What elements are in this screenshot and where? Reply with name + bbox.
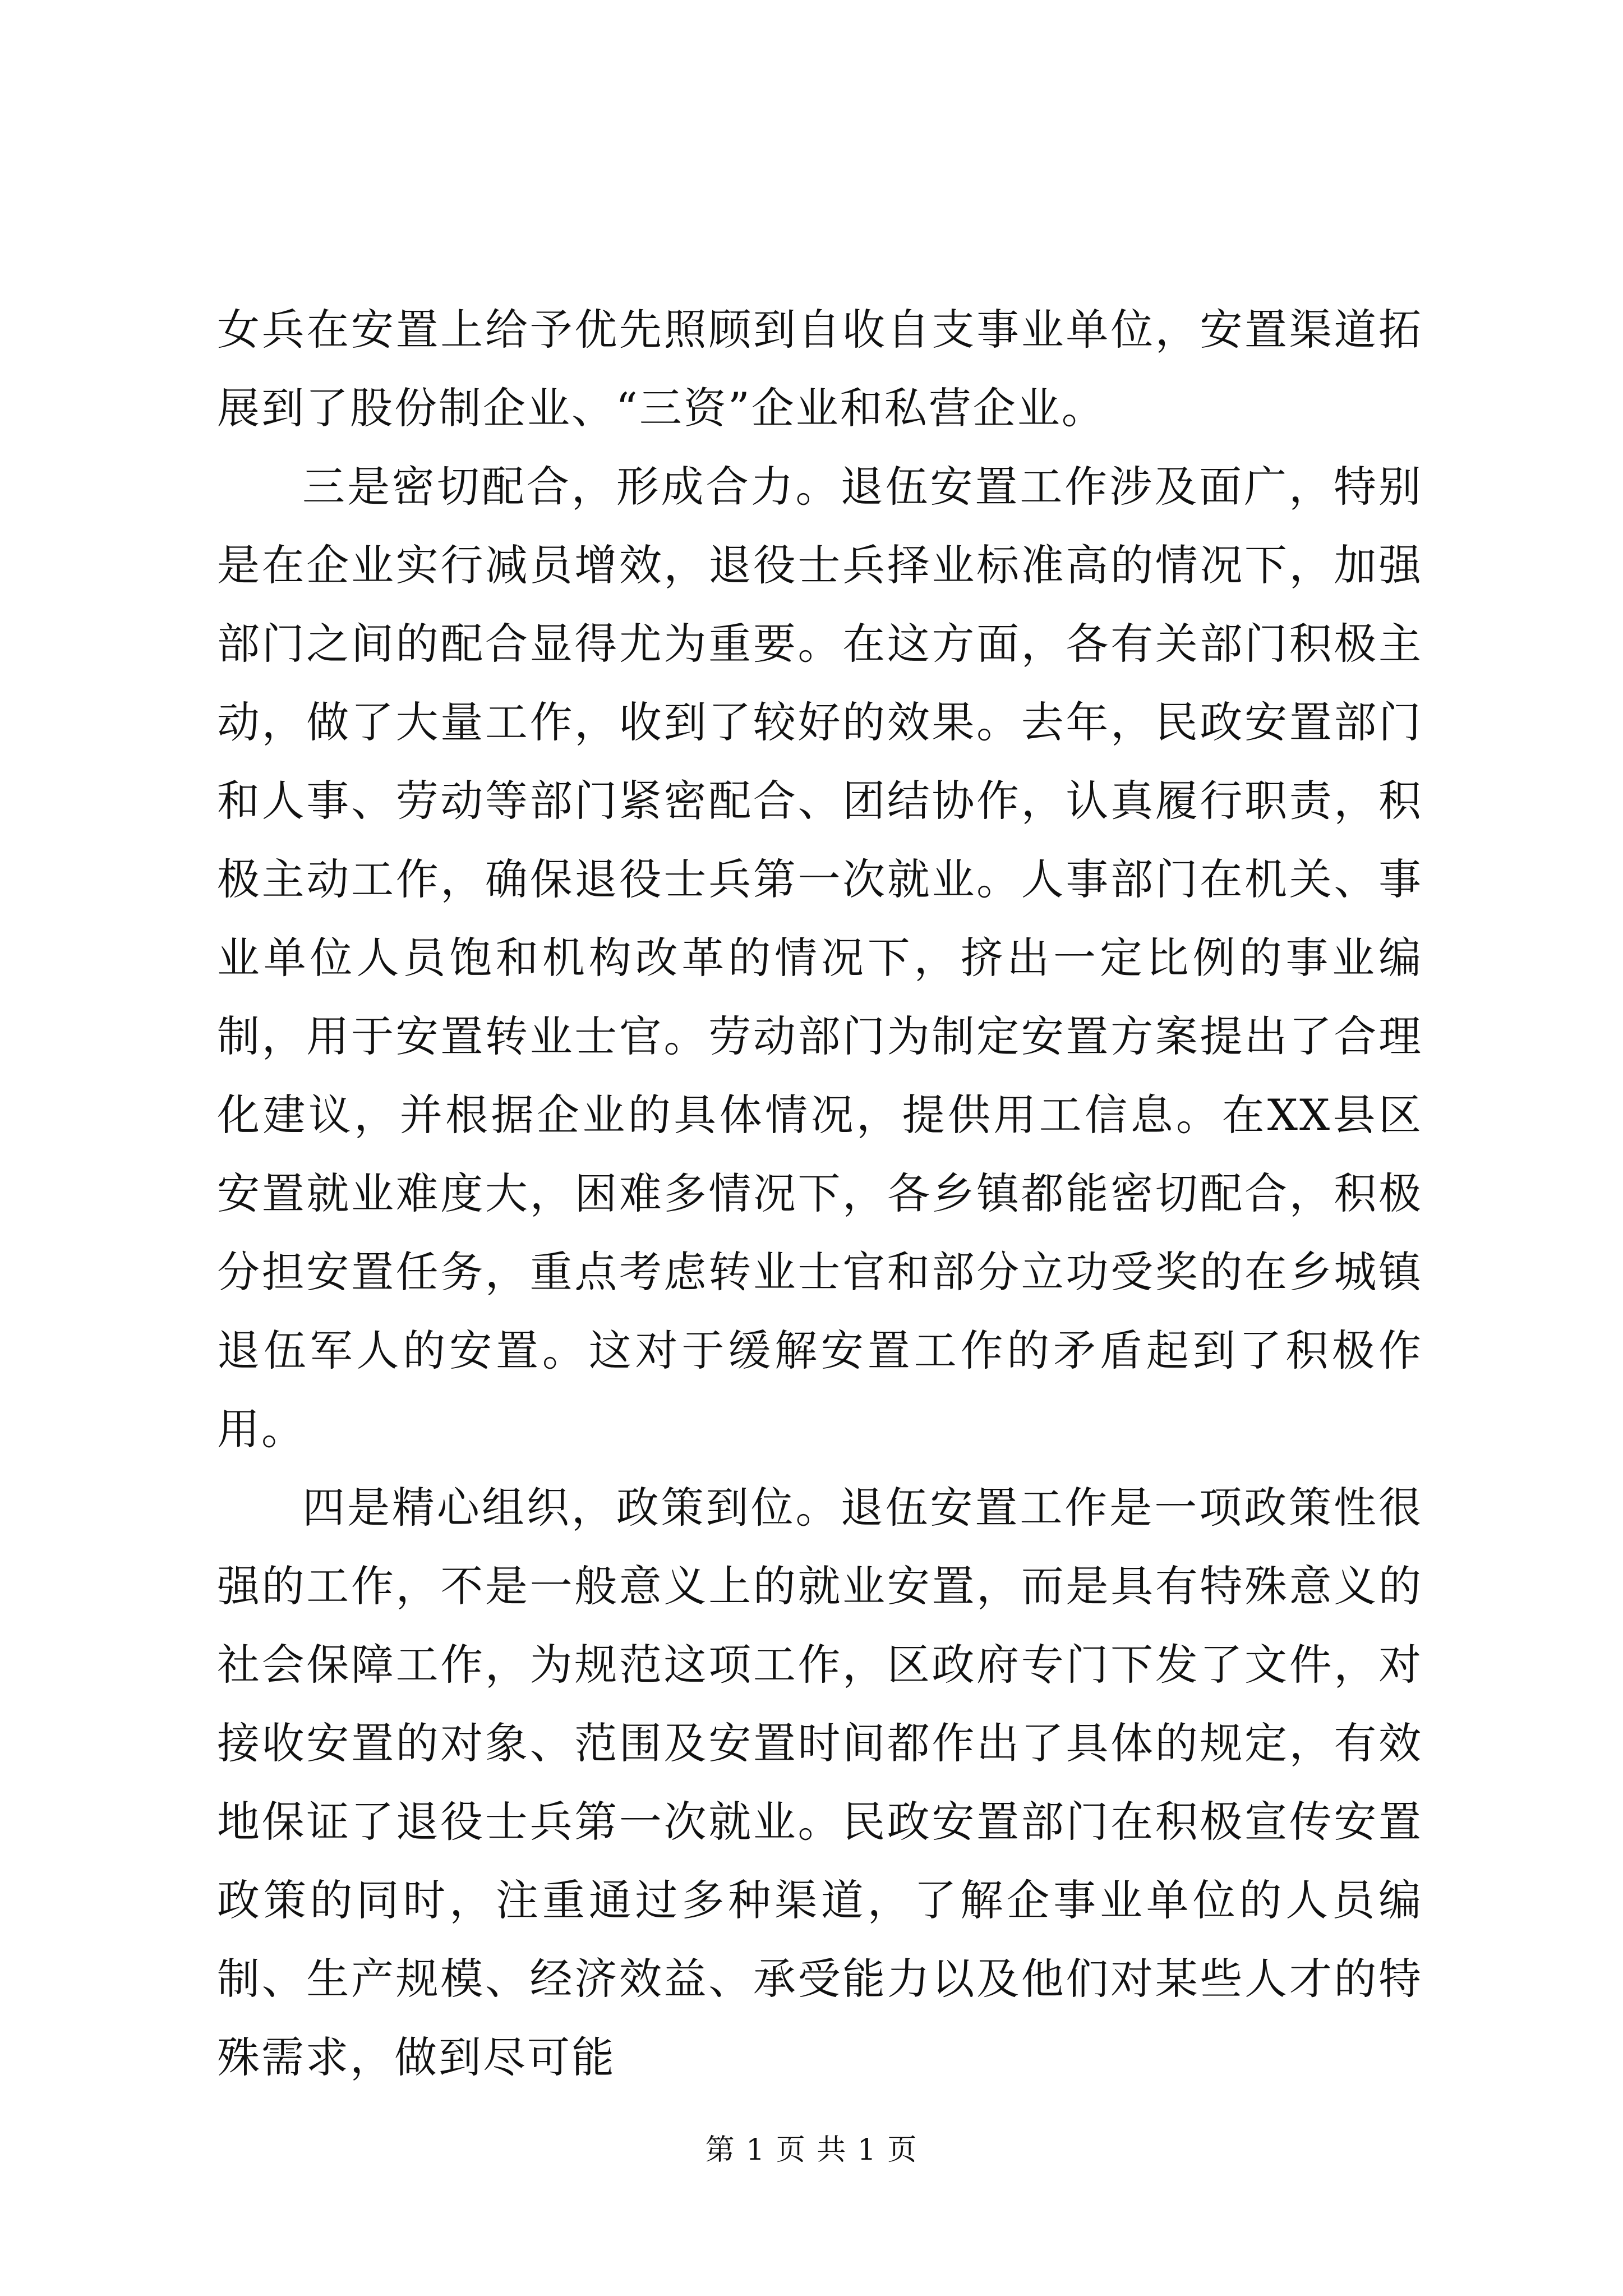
- document-body: [217, 291, 1423, 2097]
- page-footer: 第 1 页 共 1 页: [705, 2133, 918, 2167]
- paragraph-2: 三是密切配合，形成合力。退伍安置工作涉及面广，特别是在企业实行减员增效，退役士兵择业标准高的情况下，加强部门之间的配合显得尤为重要。在这方面，各有关部门积极主动，做了大量工作，收到了较好的效果。去年，民政安置部门和人事、劳动等部门紧密配合、团结协作，认真履行职责，积极主动工作，确保退役士兵第一次就业。人事部门在机关、事业单位人员饱和机构改革的情况下，挤出一定比例的事业编制，用于安置转业士官。劳动部门为制定安置方案提出了合理化建议，并根据企业的具体情况，提供用工信息。在XX县区安置就业难度大，困难多情况下，各乡镇都能密切配合，积极分担安置任务，重点考虑转业士官和部分立功受奖的在乡城镇退伍军人的安置。这对于缓解安置工作的矛盾起到了积极作用。: [217, 462, 1423, 1454]
- paragraph-1: 女兵在安置上给予优先照顾到自收自支事业单位，安置渠道拓展到了股份制企业、“三资”企业和私营企业。: [217, 305, 1423, 433]
- paragraph-3: 四是精心组织，政策到位。退伍安置工作是一项政策性很强的工作，不是一般意义上的就业安置，而是具有特殊意义的社会保障工作，为规范这项工作，区政府专门下发了文件，对接收安置的对象、范围及安置时间都作出了具体的规定，有效地保证了退役士兵第一次就业。民政安置部门在积极宣传安置政策的同时，注重通过多种渠道，了解企事业单位的人员编制、生产规模、经济效益、承受能力以及他们对某些人才的特殊需求，做到尽可能: [217, 1483, 1423, 2082]
